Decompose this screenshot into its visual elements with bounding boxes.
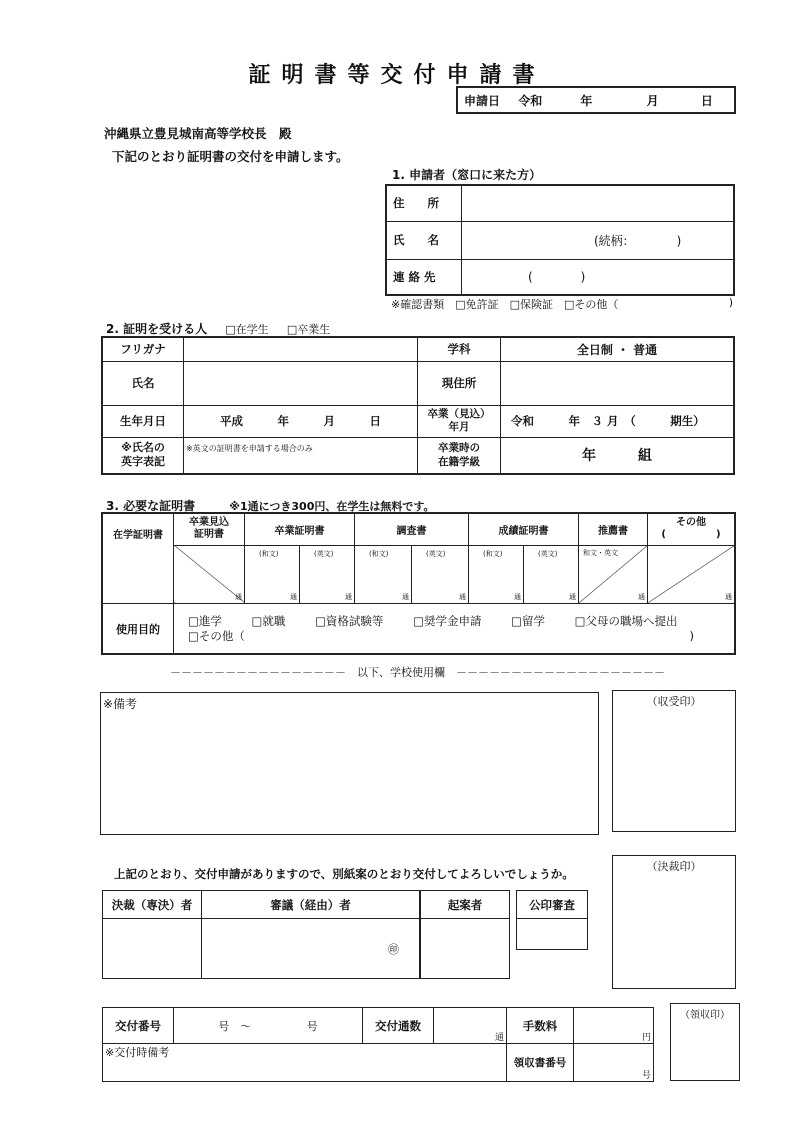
intro-text: 下記のとおり証明書の交付を申請します。 — [112, 149, 349, 164]
receipt-number-label: 領収書番号 — [507, 1044, 574, 1082]
issue-number-label: 交付番号 — [103, 1008, 174, 1044]
official-seal-field[interactable] — [517, 919, 588, 950]
issue-from: 号 ～ — [218, 1019, 252, 1033]
purpose-other[interactable]: □その他（ — [188, 628, 245, 643]
jp-en-label: 和文・英文 — [583, 548, 618, 557]
english-label-line2: 英字表記 — [121, 455, 165, 469]
approval-text: 上記のとおり、交付申請がありますので、別紙案のとおり交付してよろしいでしょうか。 — [114, 867, 574, 881]
subject-name-field[interactable] — [184, 361, 418, 405]
class-label — [418, 437, 501, 474]
graduation-en-cell[interactable] — [300, 545, 355, 603]
purpose-other-close: ) — [689, 628, 694, 643]
section3-heading-text: 3. 必要な証明書 — [106, 499, 196, 513]
copies-unit: 通 — [345, 593, 352, 602]
purpose-employment[interactable]: □就職 — [251, 613, 286, 628]
remarks-label: ※備考 — [103, 697, 138, 711]
col-other — [648, 513, 736, 545]
copies-unit: 通 — [638, 593, 645, 602]
grad-date-label — [418, 405, 501, 437]
fee-label: 手数料 — [507, 1008, 574, 1044]
grad-label-line1: 卒業（見込） — [427, 408, 491, 420]
copies-unit: 通 — [290, 593, 297, 602]
col-other-label: その他 — [676, 517, 706, 529]
receipt-number-field[interactable] — [574, 1044, 654, 1082]
drafter-label: 起案者 — [421, 891, 510, 919]
col-expected-line2: 証明書 — [194, 529, 224, 541]
purpose-options — [174, 604, 736, 654]
section1-heading: 1. 申請者（窓口に来た方） — [392, 168, 542, 182]
copies-unit-label: 通 — [494, 1033, 504, 1043]
copies-unit: 通 — [459, 593, 466, 602]
jp-label: (和文) — [259, 549, 279, 558]
survey-en-cell[interactable] — [412, 545, 469, 603]
copies-unit: 通 — [235, 593, 242, 602]
subject-table — [101, 336, 735, 475]
id-documents-close: ) — [728, 296, 733, 309]
date-era: 令和 — [518, 93, 543, 108]
name-label: 氏 名 — [386, 221, 462, 259]
class-value[interactable]: 年 組 — [501, 437, 735, 474]
drafter-field[interactable] — [421, 919, 510, 979]
fee-field[interactable] — [574, 1008, 654, 1044]
col-grades: 成績証明書 — [469, 513, 579, 545]
receipt-stamp-box[interactable] — [670, 1003, 740, 1081]
dept-value: 全日制 ・ 普通 — [501, 337, 735, 361]
opt-graduate[interactable]: □卒業生 — [286, 323, 331, 336]
section2-heading — [106, 320, 330, 337]
date-day: 日 — [700, 93, 713, 108]
col-survey: 調査書 — [355, 513, 469, 545]
date-label: 申請日 — [464, 93, 501, 108]
class-label-line1: 卒業時の — [438, 442, 480, 455]
issue-to: 号 — [306, 1019, 318, 1033]
english-note: ※英文の証明書を申請する場合のみ — [186, 443, 313, 453]
decision-field[interactable] — [103, 919, 202, 979]
graduation-jp-cell[interactable] — [245, 545, 300, 603]
current-address-label: 現住所 — [418, 361, 501, 405]
name-field[interactable] — [462, 221, 735, 259]
applicant-table — [385, 184, 735, 296]
en-label: (英文) — [426, 549, 446, 558]
date-month: 月 — [646, 93, 659, 108]
received-stamp-label: （収受印） — [646, 695, 702, 708]
english-name-label — [102, 437, 184, 474]
expected-copies-cell[interactable] — [174, 545, 245, 603]
official-seal-label: 公印審査 — [517, 891, 588, 919]
col-expected — [174, 513, 245, 545]
approval-table — [102, 890, 420, 979]
issue-remarks-label: ※交付時備考 — [105, 1046, 170, 1059]
issue-remarks-field[interactable] — [103, 1044, 507, 1082]
furigana-field[interactable] — [184, 337, 418, 361]
col-enrolled — [102, 513, 174, 604]
review-field[interactable] — [202, 919, 420, 979]
other-cell[interactable] — [648, 545, 736, 603]
birth-label: 生年月日 — [102, 405, 184, 437]
address-label: 住 所 — [386, 185, 462, 221]
grad-label-line2: 年月 — [448, 421, 470, 433]
receipt-unit-label: 号 — [641, 1071, 651, 1081]
english-label-line1: ※氏名の — [121, 441, 165, 455]
col-enrolled-label: 在学証明書 — [113, 530, 163, 541]
decision-label: 決裁（専決）者 — [103, 891, 202, 919]
application-date-box — [456, 86, 736, 114]
grades-en-cell[interactable] — [524, 545, 579, 603]
subject-name-label: 氏名 — [102, 361, 184, 405]
date-year: 年 — [580, 93, 593, 108]
survey-jp-cell[interactable] — [355, 545, 412, 603]
issue-table — [102, 1007, 654, 1082]
seal-mark: ㊞ — [388, 942, 399, 956]
copies-unit: 通 — [402, 593, 409, 602]
col-other-paren: ( ) — [661, 529, 721, 541]
opt-current-student[interactable]: □在学生 — [225, 323, 269, 336]
addressee: 沖縄県立豊見城南高等学校長 殿 — [104, 126, 292, 141]
copies-unit: 通 — [569, 593, 576, 602]
grades-jp-cell[interactable] — [469, 545, 524, 603]
grad-date-value[interactable]: 令和 年 ３ 月 （ 期生） — [501, 405, 735, 437]
copies-unit: 通 — [514, 593, 521, 602]
receipt-stamp-label: （領収印） — [680, 1010, 730, 1021]
address-field[interactable] — [462, 185, 735, 221]
purpose-study-abroad[interactable]: □留学 — [511, 613, 545, 628]
col-expected-line1: 卒業見込 — [189, 517, 229, 529]
contact-paren: ( ) — [528, 270, 586, 285]
id-documents-text: ※確認書類 □免許証 □保険証 □その他（ — [391, 298, 619, 311]
en-label: (英文) — [538, 549, 558, 558]
decision-stamp-box[interactable] — [612, 855, 736, 989]
current-address-field[interactable] — [501, 361, 735, 405]
id-documents[interactable] — [391, 296, 735, 312]
contact-field[interactable] — [462, 259, 735, 295]
jp-label: (和文) — [369, 549, 389, 558]
certificate-table — [101, 512, 736, 655]
review-label: 審議（経由）者 — [202, 891, 420, 919]
english-name-field[interactable] — [184, 437, 418, 474]
jp-label: (和文) — [483, 549, 503, 558]
issue-number-field[interactable] — [174, 1008, 363, 1044]
section2-heading-text: 2. 証明を受ける人 — [106, 322, 208, 336]
received-stamp-box[interactable] — [612, 690, 736, 832]
purpose-label: 使用目的 — [102, 604, 174, 654]
yen-label: 円 — [641, 1033, 651, 1043]
purpose-further-study[interactable]: □進学 — [188, 613, 222, 628]
official-seal-table — [516, 890, 588, 950]
fee-note: ※1通につき300円、在学生は無料です。 — [229, 500, 435, 513]
copies-field[interactable] — [434, 1008, 507, 1044]
dept-label: 学科 — [418, 337, 501, 361]
copies-unit: 通 — [725, 593, 732, 602]
class-label-line2: 在籍学級 — [438, 456, 480, 469]
col-recommend: 推薦書 — [579, 513, 648, 545]
contact-label: 連 絡 先 — [386, 259, 462, 295]
recommend-cell[interactable] — [579, 545, 648, 603]
decision-stamp-label: （決裁印） — [646, 860, 702, 873]
purpose-qualification[interactable]: □資格試験等 — [315, 613, 384, 628]
purpose-parent-work[interactable]: □父母の職場へ提出 — [574, 613, 678, 628]
relation-text: (続柄： ) — [594, 233, 682, 248]
furigana-label: フリガナ — [102, 337, 184, 361]
page-title: 証明書等交付申請書 — [248, 63, 546, 88]
school-use-divider: －－－－－－－－－－－－－－－－ 以下、学校使用欄 －－－－－－－－－－－－－－－－－－－ — [170, 666, 665, 679]
en-label: (英文) — [314, 549, 334, 558]
birth-value[interactable]: 平成 年 月 日 — [184, 405, 418, 437]
copies-label: 交付通数 — [363, 1008, 434, 1044]
purpose-scholarship[interactable]: □奨学金申請 — [413, 613, 482, 628]
col-graduation: 卒業証明書 — [245, 513, 355, 545]
remarks-box[interactable] — [100, 692, 599, 835]
drafter-table — [420, 890, 510, 979]
